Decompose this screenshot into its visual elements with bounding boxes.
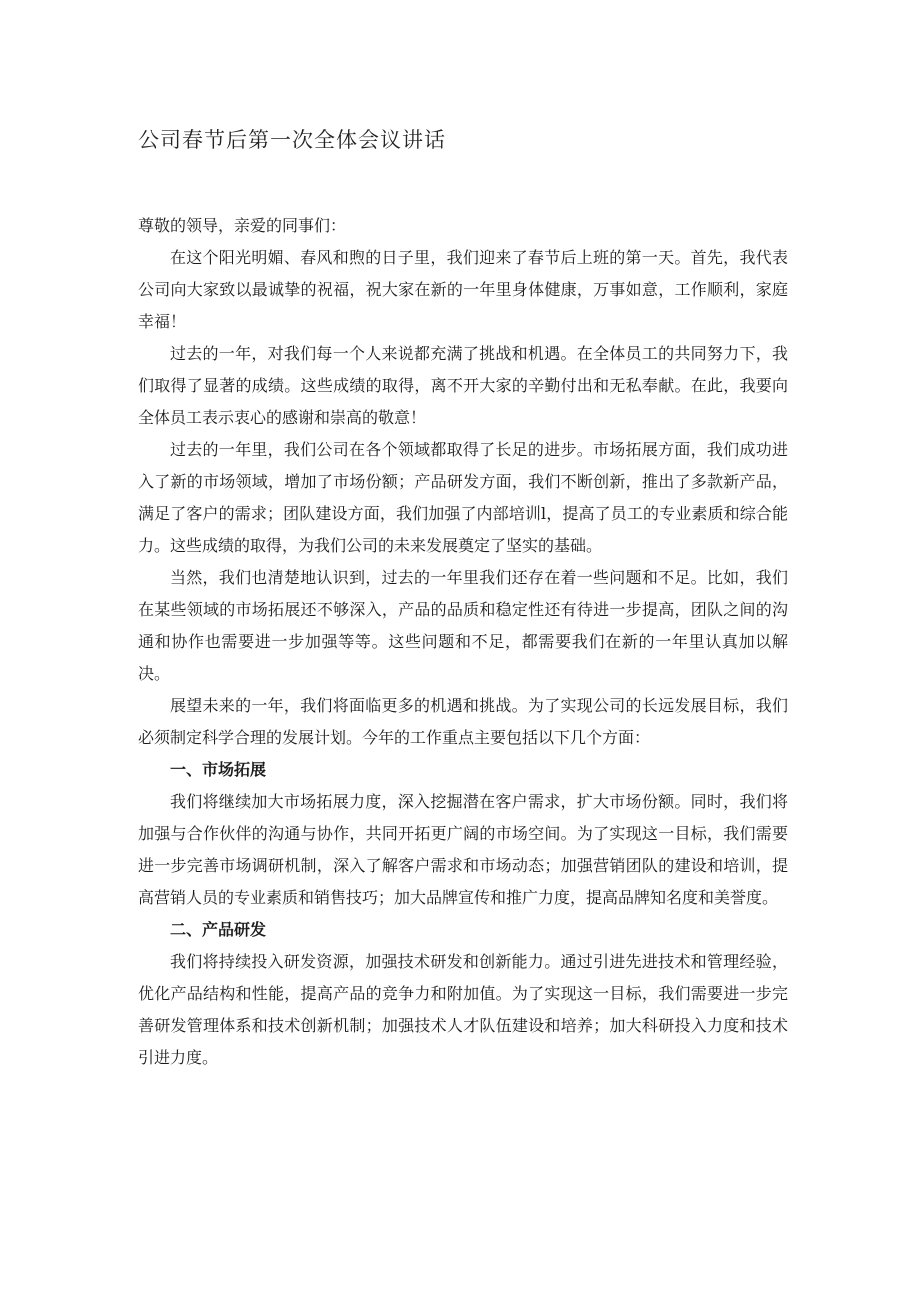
paragraph-opening: 在这个阳光明媚、春风和煦的日子里，我们迎来了春节后上班的第一天。首先，我代表公司向大家致以最诚挚的祝福，祝大家在新的一年里身体健康，万事如意，工作顺利，家庭幸福！ (138, 248, 788, 331)
paragraph-achievements: 过去的一年里，我们公司在各个领域都取得了长足的进步。市场拓展方面，我们成功进入了新的市场领域，增加了市场份额；产品研发方面，我们不断创新，推出了多款新产品，满足了客户的需求；团队建设方面，我们加强了内部培训l，提高了员工的专业素质和综合能力。这些成绩的取得，为我们公司的未来发展奠定了坚实的基础。 (138, 440, 788, 555)
section-text-rnd: 我们将持续投入研发资源，加强技术研发和创新能力。通过引进先进技术和管理经验，优化产品结构和性能，提高产品的竞争力和附加值。为了实现这一目标，我们需要进一步完善研发管理体系和技术创新机制；加强技术人才队伍建设和培养；加大科研投入力度和技术引进力度。 (138, 952, 788, 1067)
paragraph-shortcomings: 当然，我们也清楚地认识到，过去的一年里我们还存在着一些问题和不足。比如，我们在某些领域的市场拓展还不够深入，产品的品质和稳定性还有待进一步提高，团队之间的沟通和协作也需要进一步加强等等。这些问题和不足，都需要我们在新的一年里认真加以解决。 (138, 568, 788, 683)
salutation: 尊敬的领导，亲爱的同事们： (138, 216, 347, 235)
section-text-market: 我们将继续加大市场拓展力度，深入挖掘潜在客户需求，扩大市场份额。同时，我们将加强与合作伙伴的沟通与协作，共同开拓更广阔的市场空间。为了实现这一目标，我们需要进一步完善市场调研机制，深入了解客户需求和市场动态；加强营销团队的建设和培训，提高营销人员的专业素质和销售技巧；加大品牌宣传和推广力度，提高品牌知名度和美誉度。 (138, 792, 788, 907)
document-body (138, 210, 788, 1074)
paragraph-past-year: 过去的一年，对我们每一个人来说都充满了挑战和机遇。在全体员工的共同努力下，我们取得了显著的成绩。这些成绩的取得，离不开大家的辛勤付出和无私奉献。在此，我要向全体员工表示衷心的感谢和崇高的敬意！ (138, 344, 788, 427)
paragraph-outlook: 展望未来的一年，我们将面临更多的机遇和挑战。为了实现公司的长远发展目标，我们必须制定科学合理的发展计划。今年的工作重点主要包括以下几个方面： (138, 696, 788, 747)
document-title: 公司春节后第一次全体会议讲话 (138, 128, 446, 152)
section-heading-rnd: 二、产品研发 (170, 920, 267, 939)
section-heading-market: 一、市场拓展 (170, 760, 267, 779)
